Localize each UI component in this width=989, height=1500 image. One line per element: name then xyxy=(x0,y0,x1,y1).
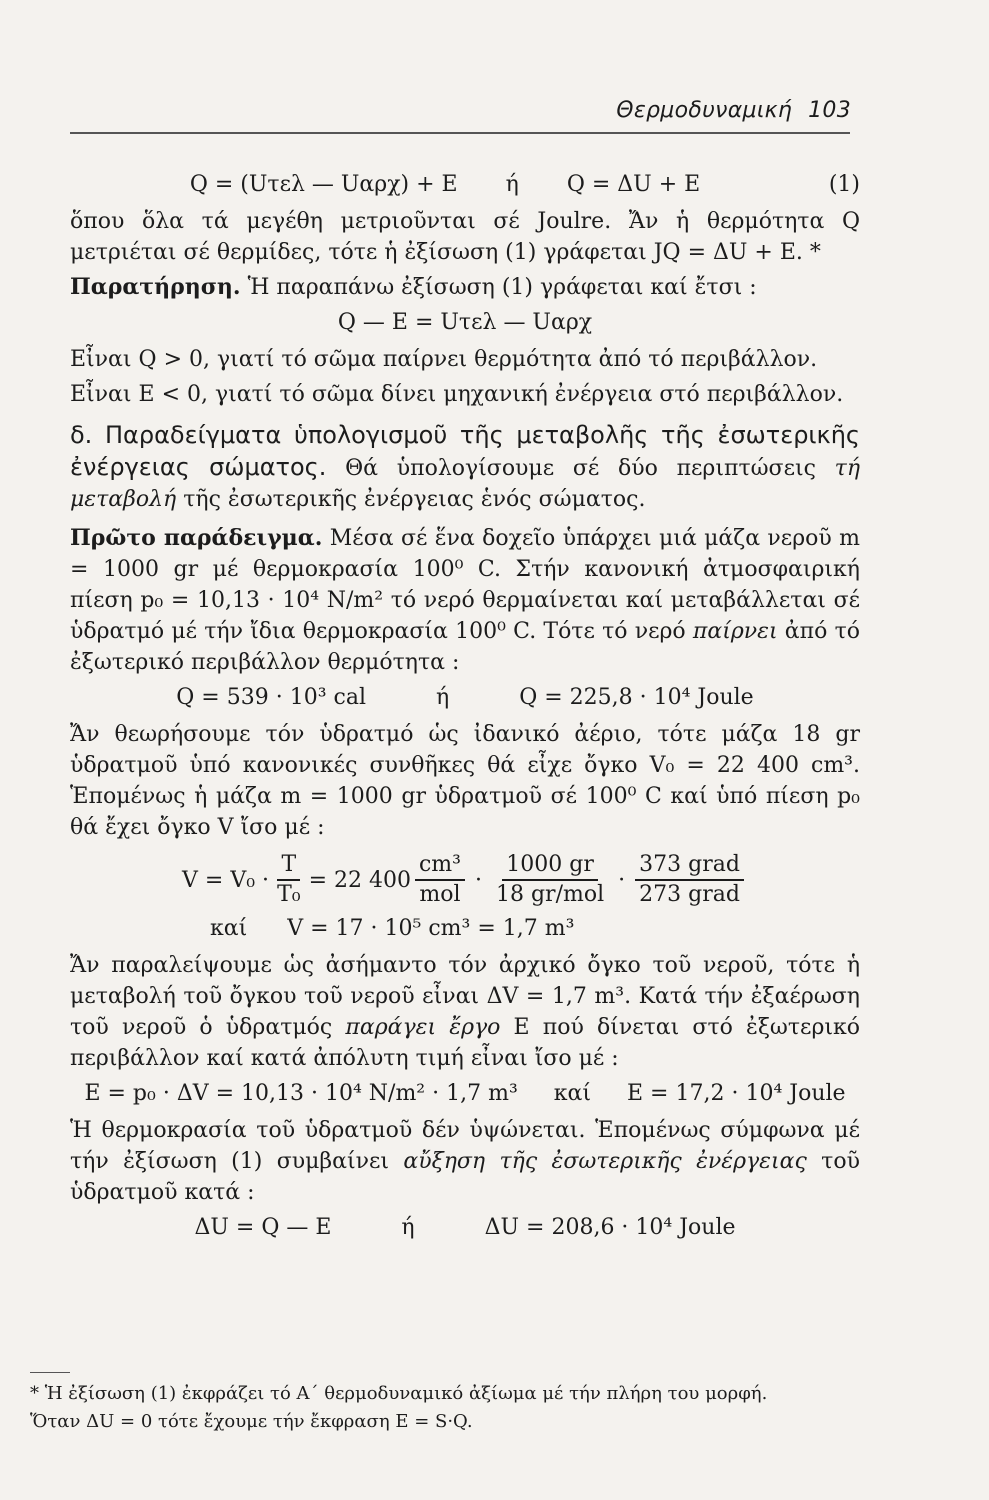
equation-1-left: Q = (Uτελ — Uαρχ) + E xyxy=(189,172,458,197)
energy-text-a: Ἡ θερμοκρασία τοῦ ὑδρατμοῦ δέν ὑψώνεται. Ἑπομένως σύμφωνα μέ τήν ἐξίσωση (1) συμβαίνει xyxy=(70,1118,860,1174)
fraction-temperature-den: T₀ xyxy=(277,882,301,907)
header-title: Θερμοδυναμική xyxy=(616,98,793,123)
section-title: δ. Παραδείγματα ὑπολογισμοῦ τῆς μεταβολῆς τῆς ἐσωτερικῆς ἐνέργειας σώματος. xyxy=(70,421,860,481)
section-d xyxy=(70,420,860,515)
equation-3 xyxy=(70,682,860,713)
fraction-grad-den: 273 grad xyxy=(639,882,740,907)
footnote-line-1: * Ἡ ἐξίσωση (1) ἐκφράζει τό Α΄ θερμοδυναμικό ἀξίωμα μέ τήν πλήρη του μορφή. xyxy=(30,1383,768,1404)
page-number: 103 xyxy=(808,98,851,123)
remark-label: Παρατήρηση. xyxy=(70,274,241,300)
example-1 xyxy=(70,523,860,678)
equation-volume xyxy=(70,851,860,909)
line-work-negative: Εἶναι E < 0, γιατί τό σῶμα δίνει μηχανική ἐνέργεια στό περιβάλλον. xyxy=(70,382,844,407)
fraction-moles-num: 1000 gr xyxy=(502,851,598,881)
fraction-moles xyxy=(492,851,608,909)
equation-4 xyxy=(70,913,860,944)
remark-text: Ἡ παραπάνω ἐξίσωση (1) γράφεται καί ἔτσι : xyxy=(247,275,757,300)
fraction-molar-volume-den: mol xyxy=(419,882,461,907)
equation-6 xyxy=(70,1212,860,1243)
equation-6-or: ή xyxy=(401,1215,415,1240)
equation-3-or: ή xyxy=(436,685,450,710)
section-text-b: τῆς ἐσωτερικῆς ἐνέργειας ἑνός σώματος. xyxy=(183,487,646,512)
energy-text-italic: αὔξηση τῆς ἐσωτερικῆς ἐνέργειας xyxy=(403,1149,807,1174)
running-header xyxy=(616,98,851,123)
equation-3-left: Q = 539 · 10³ cal xyxy=(176,685,366,710)
volume-lhs: V = V₀ · xyxy=(182,867,270,893)
mult-dot-1: · xyxy=(474,867,482,893)
section-text-italic: τή μεταβολή xyxy=(70,456,861,512)
equation-1-right: Q = ΔU + E xyxy=(566,172,701,197)
fraction-temperature-num: T xyxy=(277,851,300,881)
fraction-grad xyxy=(635,851,744,909)
energy-text-b: τοῦ ὑδρατμοῦ κατά : xyxy=(70,1149,860,1205)
equation-4-kai: καί xyxy=(210,916,248,941)
header-rule xyxy=(70,132,850,134)
remark xyxy=(70,272,860,303)
equation-2 xyxy=(70,307,860,338)
fraction-molar-volume-num: cm³ xyxy=(415,851,465,881)
body-text xyxy=(70,165,860,1249)
work-text-a: Ἄν παραλείψουμε ὡς ἀσήμαντο τόν ἀρχικό ὄγκο τοῦ νεροῦ, τότε ἡ μεταβολή τοῦ ὄγκου τοῦ νεροῦ εἶναι ΔV = 1,7 m³. Κατά τήν ἐξαέρωση τοῦ νεροῦ ὁ ὑδρατμός xyxy=(70,953,860,1040)
equation-5 xyxy=(70,1078,860,1109)
example-label: Πρῶτο παράδειγμα. xyxy=(70,525,323,551)
work-text-italic: παράγει ἔργο xyxy=(345,1015,501,1040)
equation-6-left: ΔU = Q — E xyxy=(194,1215,332,1240)
paragraph-internal-energy xyxy=(70,1115,860,1208)
work-text-b: E πού δίνεται στό ἐξωτερικό περιβάλλον καί κατά ἀπόλυτη τιμή εἶναι ἴσο μέ : xyxy=(70,1015,860,1071)
mult-dot-2: · xyxy=(618,867,626,893)
paragraph-ideal-gas: Ἄν θεωρήσουμε τόν ὑδρατμό ὡς ἰδανικό ἀέριο, τότε μάζα 18 gr ὑδρατμοῦ ὑπό κανονικές συνθῆκες θά εἶχε ὄγκο V₀ = 22 400 cm³. Ἑπομένως ἡ μάζα m = 1000 gr ὑδρατμοῦ σέ 100⁰ C καί ὑπό πίεση p₀ θά ἔχει ὄγκο V ἴσο μέ : xyxy=(70,722,860,840)
equation-5-left: E = p₀ · ΔV = 10,13 · 10⁴ N/m² · 1,7 m³ xyxy=(84,1081,518,1106)
fraction-temperature xyxy=(273,851,305,909)
example-text-italic: παίρνει xyxy=(692,619,778,644)
line-heat-positive: Εἶναι Q > 0, γιατί τό σῶμα παίρνει θερμότητα ἀπό τό περιβάλλον. xyxy=(70,347,818,372)
equation-5-kai: καί xyxy=(553,1081,591,1106)
example-text-a: Μέσα σέ ἕνα δοχεῖο ὑπάρχει μιά μάζα νεροῦ m = 1000 gr μέ θερμοκρασία 100⁰ C. Στήν κανονική ἀτμοσφαιρική πίεση p₀ = 10,13 · 10⁴ N/m² τό νερό θερμαίνεται καί μεταβάλλεται σέ ὑδρατμό μέ τήν ἴδια θερμοκρασία 100⁰ C. Τότε τό νερό xyxy=(70,526,860,644)
footnote-line-2: Ὅταν ΔU = 0 τότε ἔχουμε τήν ἔκφραση E = S·Q. xyxy=(30,1411,473,1432)
equation-6-right: ΔU = 208,6 · 10⁴ Joule xyxy=(484,1215,736,1240)
equation-4-expr: V = 17 · 10⁵ cm³ = 1,7 m³ xyxy=(287,916,575,941)
section-text-a: Θά ὑπολογίσουμε σέ δύο περιπτώσεις xyxy=(345,456,816,481)
equation-1 xyxy=(70,169,860,200)
equation-number: (1) xyxy=(828,172,860,197)
fraction-molar-volume xyxy=(415,851,465,909)
paragraph-units: ὅπου ὅλα τά μεγέθη μετριοῦνται σέ Joulre. Ἄν ἡ θερμότητα Q μετριέται σέ θερμίδες, τότε ἡ ἐξίσωση (1) γράφεται JQ = ΔU + E. * xyxy=(70,209,860,265)
equation-5-right: E = 17,2 · 10⁴ Joule xyxy=(627,1081,846,1106)
equation-1-or: ή xyxy=(505,172,519,197)
example-text-b: ἀπό τό ἐξωτερικό περιβάλλον θερμότητα : xyxy=(70,619,860,675)
fraction-grad-num: 373 grad xyxy=(635,851,744,881)
footnote xyxy=(30,1380,860,1436)
volume-eq: = 22 400 xyxy=(308,867,411,893)
fraction-moles-den: 18 gr/mol xyxy=(495,882,605,907)
equation-3-right: Q = 225,8 · 10⁴ Joule xyxy=(519,685,754,710)
equation-2-text: Q — E = Uτελ — Uαρχ xyxy=(337,310,593,335)
footnote-rule xyxy=(30,1372,70,1373)
paragraph-work xyxy=(70,950,860,1074)
